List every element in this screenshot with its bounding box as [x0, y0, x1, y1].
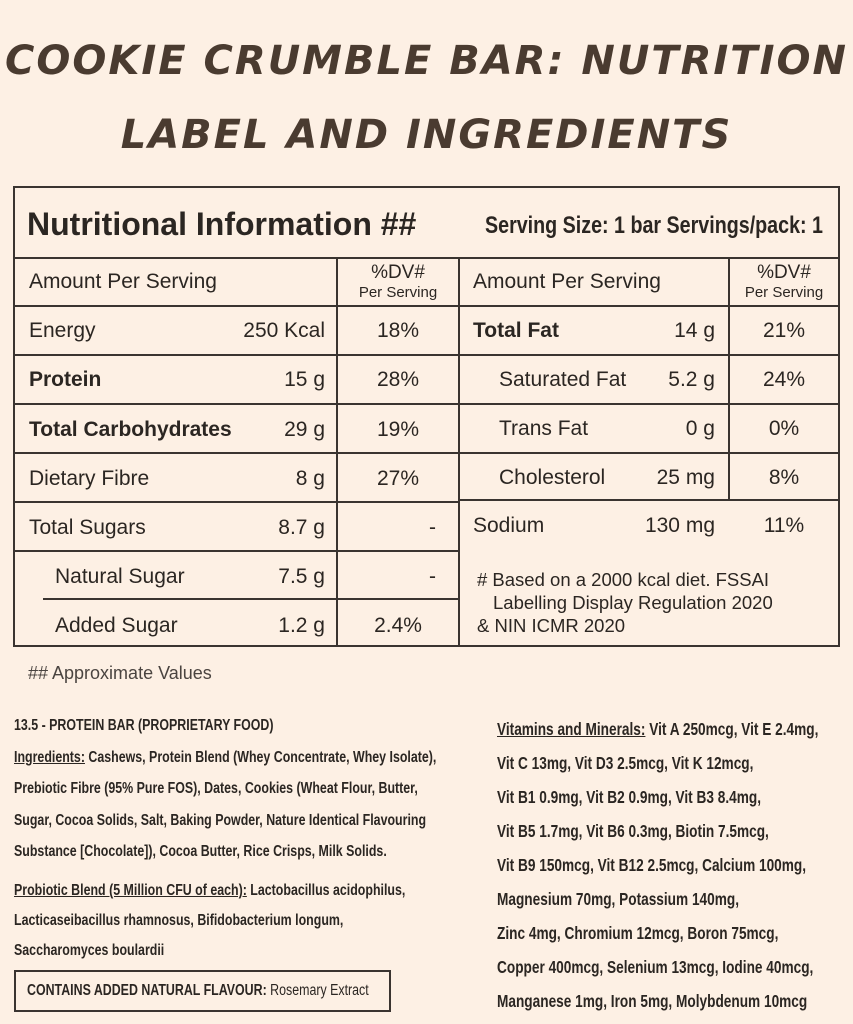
- nutrient-amount: 8.7 g: [278, 516, 325, 539]
- probiotic-text: Lactobacillus acidophilus,: [246, 882, 406, 899]
- nutrient-amount: 15 g: [284, 368, 325, 391]
- nutrient-name: Trans Fat: [499, 417, 589, 440]
- page-title-line-1: COOKIE CRUMBLE BAR: NUTRITION: [5, 38, 848, 84]
- vitamins-text: Vit A 250mcg, Vit E 2.4mg,: [645, 719, 819, 739]
- divider: [15, 501, 459, 503]
- nutrient-dv: 18%: [376, 319, 420, 342]
- nutrient-amount: 8 g: [295, 467, 325, 490]
- nutrient-amount: 0 g: [685, 417, 715, 440]
- nutrient-amount: 14 g: [674, 319, 715, 342]
- divider: [459, 403, 838, 405]
- nutrient-dv: 24%: [762, 368, 806, 391]
- nutrient-name: Total Fat: [473, 319, 559, 342]
- divider: [15, 354, 459, 356]
- serving-info: Serving Size: 1 bar Servings/pack: 1: [485, 212, 823, 239]
- probiotic-line: Saccharomyces boulardii: [14, 942, 165, 959]
- nutrient-name: Dietary Fibre: [29, 467, 150, 490]
- probiotic-block: [14, 876, 405, 966]
- divider: [43, 598, 459, 600]
- footnote-line: & NIN ICMR 2020: [477, 615, 626, 636]
- nutrient-amount: 5.2 g: [668, 368, 715, 391]
- ingredients-line: Substance [Chocolate]), Cocoa Butter, Rice Crisps, Milk Solids.: [14, 843, 387, 860]
- right-col-header: Amount Per Serving: [473, 270, 661, 293]
- vitamins-block: [497, 712, 818, 1018]
- vitamins-label: Vitamins and Minerals:: [497, 719, 646, 739]
- ingredients-text: Cashews, Protein Blend (Whey Concentrate, Whey Isolate),: [84, 748, 437, 766]
- divider: [459, 354, 838, 356]
- nutrient-dv: 28%: [376, 368, 420, 391]
- nutrient-amount: 25 mg: [656, 466, 715, 489]
- ingredients-line: [14, 742, 436, 774]
- divider: [15, 305, 459, 307]
- ingredients-line: Sugar, Cocoa Solids, Salt, Baking Powder, Nature Identical Flavouring: [14, 811, 427, 829]
- divider: [15, 403, 459, 405]
- dv-label: %DV#: [757, 262, 811, 283]
- vitamins-line: Magnesium 70mg, Potassium 140mg,: [497, 889, 739, 909]
- divider: [15, 452, 459, 454]
- nutrient-dv: 0%: [768, 417, 800, 440]
- nutrient-name: Sodium: [473, 514, 545, 537]
- nutrient-amount: 1.2 g: [278, 614, 325, 637]
- nutrient-dv: 2.4%: [374, 614, 422, 637]
- flavour-value: Rosemary Extract: [266, 982, 369, 999]
- ingredients-block: [14, 710, 436, 868]
- page-title-line-2: LABEL AND INGREDIENTS: [120, 112, 733, 158]
- nutrient-amount: 250 Kcal: [243, 319, 325, 342]
- dv-label: %DV#: [371, 262, 425, 283]
- probiotic-label: Probiotic Blend (5 Million CFU of each):: [14, 882, 247, 899]
- ingredients-line: Prebiotic Fibre (95% Pure FOS), Dates, Cookies (Wheat Flour, Butter,: [14, 780, 418, 797]
- table-heading: Nutritional Information ##: [27, 206, 417, 242]
- left-dv-header: [338, 262, 458, 301]
- nutrient-amount: 130 mg: [644, 514, 715, 537]
- nutrient-name: Total Carbohydrates: [29, 418, 232, 441]
- nutrient-name: Protein: [29, 368, 102, 391]
- nutrient-amount: 29 g: [284, 418, 325, 441]
- added-flavour-text: [27, 975, 369, 1007]
- vitamins-line: Zinc 4mg, Chromium 12mcg, Boron 75mcg,: [497, 923, 779, 943]
- divider: [459, 499, 838, 501]
- left-col-header: Amount Per Serving: [29, 270, 217, 293]
- nutrient-name: Energy: [29, 319, 96, 342]
- divider: [15, 257, 838, 259]
- flavour-label: CONTAINS ADDED NATURAL FLAVOUR:: [27, 982, 267, 999]
- probiotic-line: [14, 876, 405, 906]
- dv-sub: Per Serving: [358, 284, 438, 301]
- nutrient-dv: 19%: [376, 418, 420, 441]
- right-dv-header: [730, 262, 838, 301]
- dv-sub: Per Serving: [744, 284, 824, 301]
- vitamins-line: Vit B5 1.7mg, Vit B6 0.3mg, Biotin 7.5mcg,: [497, 821, 769, 841]
- vitamins-line: Vit B1 0.9mg, Vit B2 0.9mg, Vit B3 8.4mg,: [497, 787, 762, 807]
- nutrition-table: [13, 186, 840, 647]
- approximate-values-note: ## Approximate Values: [28, 663, 212, 683]
- divider: [458, 257, 460, 645]
- vitamins-line: Vit C 13mg, Vit D3 2.5mcg, Vit K 12mcg,: [497, 753, 754, 773]
- vitamins-line: Copper 400mcg, Selenium 13mcg, Iodine 40mcg,: [497, 957, 814, 977]
- nutrient-name: Saturated Fat: [499, 368, 627, 391]
- nutrient-dv: 8%: [768, 466, 800, 489]
- vitamins-line: Vit B9 150mcg, Vit B12 2.5mcg, Calcium 100mg,: [497, 855, 807, 875]
- divider: [459, 452, 838, 454]
- nutrient-dv: 11%: [763, 514, 805, 537]
- divider: [459, 305, 838, 307]
- nutrient-name: Total Sugars: [29, 516, 146, 539]
- vitamins-line: [497, 712, 818, 746]
- nutrient-amount: 7.5 g: [278, 565, 325, 588]
- nutrient-name: Cholesterol: [499, 466, 606, 489]
- nutrient-name: Added Sugar: [55, 614, 178, 637]
- vitamins-line: Manganese 1mg, Iron 5mg, Molybdenum 10mcg: [497, 991, 808, 1011]
- footnote-line: # Based on a 2000 kcal diet. FSSAI: [477, 569, 770, 590]
- nutrient-name: Natural Sugar: [55, 565, 185, 588]
- product-name: 13.5 - PROTEIN BAR (PROPRIETARY FOOD): [14, 717, 274, 734]
- nutrient-dv: -: [429, 516, 436, 539]
- ingredients-label: Ingredients:: [14, 748, 85, 766]
- nutrient-dv: 27%: [376, 467, 420, 490]
- footnote-line: Labelling Display Regulation 2020: [493, 592, 773, 613]
- nutrient-dv: 21%: [762, 319, 806, 342]
- probiotic-line: Lacticaseibacillus rhamnosus, Bifidobacterium longum,: [14, 912, 344, 929]
- nutrient-dv: -: [429, 565, 436, 588]
- divider: [15, 550, 459, 552]
